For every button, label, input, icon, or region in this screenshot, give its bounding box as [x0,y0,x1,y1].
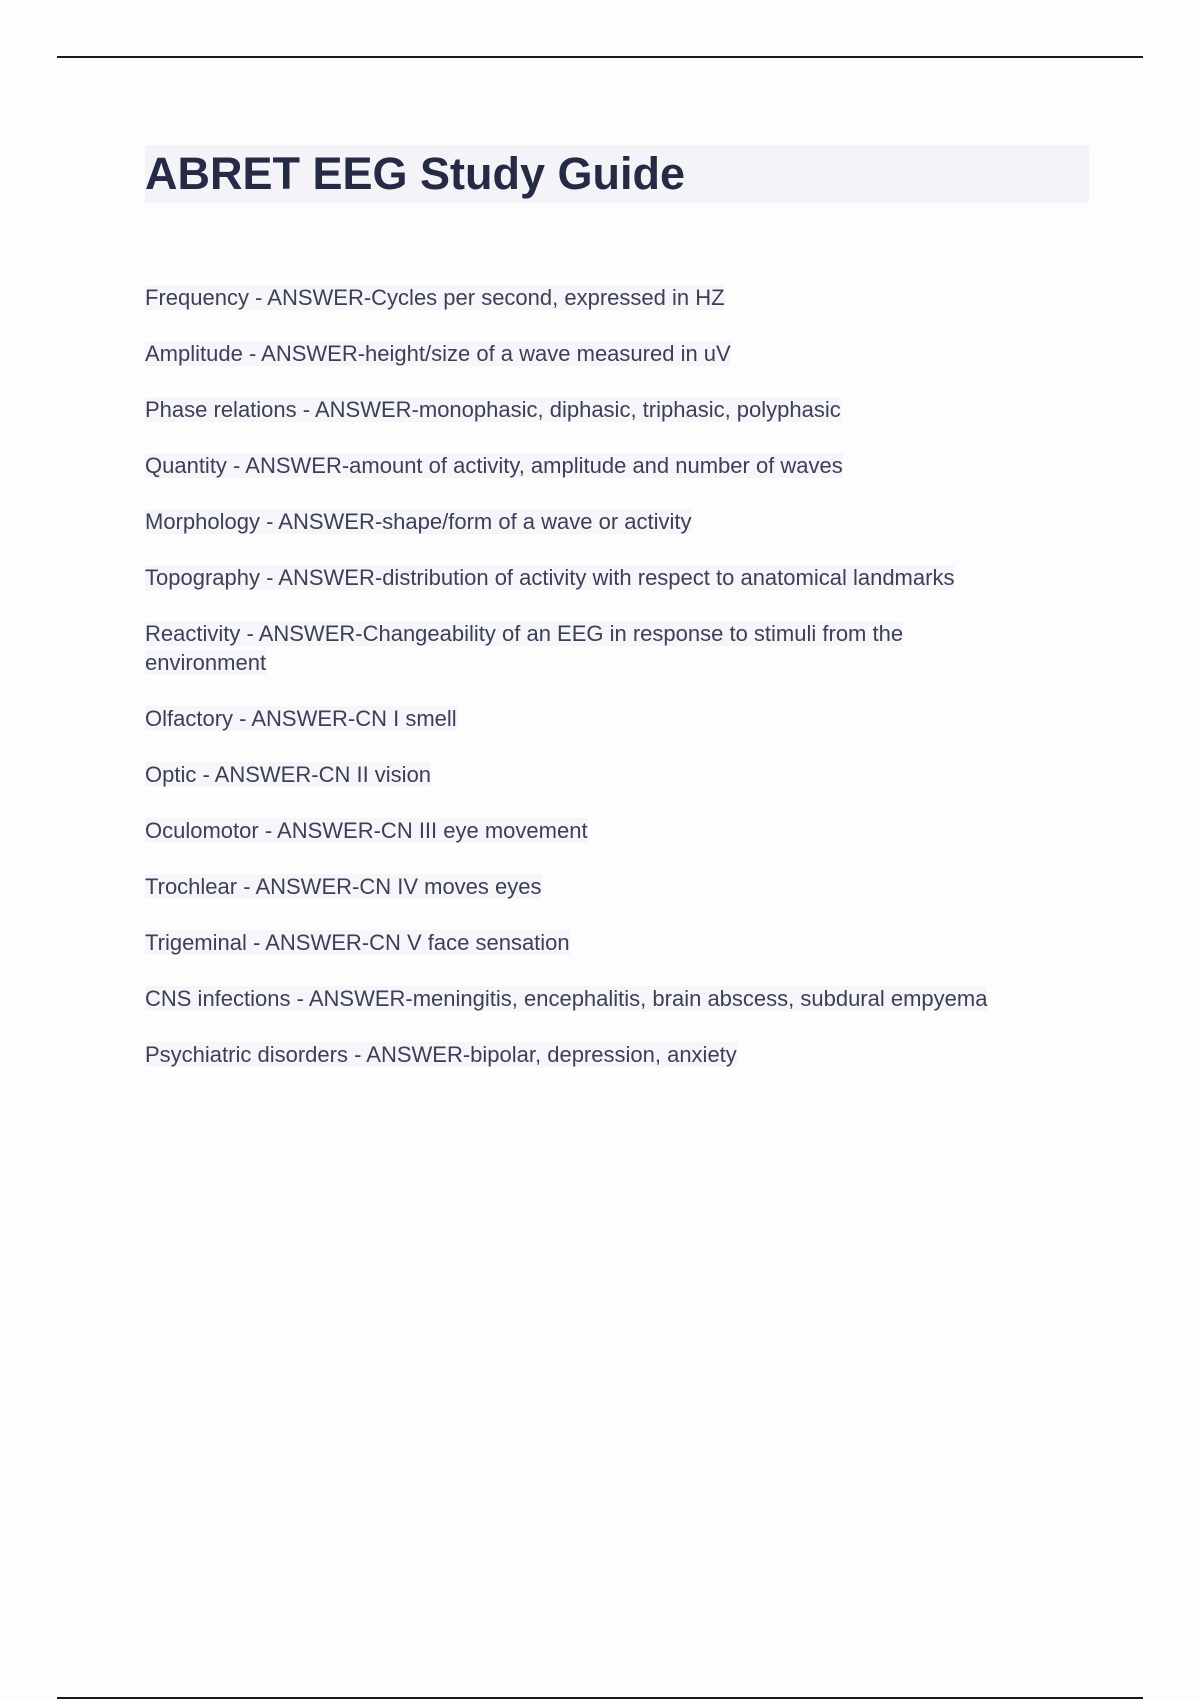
qa-item [145,339,995,368]
qa-list [145,283,1089,1069]
qa-item [145,816,995,845]
qa-item [145,619,995,677]
qa-text: Frequency - ANSWER-Cycles per second, expressed in HZ [145,285,725,310]
qa-item [145,563,1089,592]
document-title: ABRET EEG Study Guide [145,145,1089,203]
qa-text: CNS infections - ANSWER-meningitis, encephalitis, brain abscess, subdural empyema [145,986,988,1011]
qa-text: Optic - ANSWER-CN II vision [145,762,432,787]
qa-text: Trochlear - ANSWER-CN IV moves eyes [145,874,542,899]
qa-text: Quantity - ANSWER-amount of activity, amplitude and number of waves [145,453,843,478]
qa-item [145,704,995,733]
qa-item [145,928,995,957]
qa-item [145,984,1089,1013]
qa-item [145,507,995,536]
qa-text: Psychiatric disorders - ANSWER-bipolar, depression, anxiety [145,1042,737,1067]
qa-text: Oculomotor - ANSWER-CN III eye movement [145,818,588,843]
qa-item [145,395,995,424]
qa-text: Reactivity - ANSWER-Changeability of an EEG in response to stimuli from the environment [145,621,904,675]
qa-text: Trigeminal - ANSWER-CN V face sensation [145,930,570,955]
top-divider [57,56,1143,58]
document-body [145,145,1089,1096]
qa-text: Olfactory - ANSWER-CN I smell [145,706,457,731]
qa-item [145,760,995,789]
qa-text: Amplitude - ANSWER-height/size of a wave measured in uV [145,341,731,366]
qa-item [145,1040,995,1069]
bottom-divider [57,1697,1143,1699]
qa-text: Morphology - ANSWER-shape/form of a wave or activity [145,509,692,534]
qa-item [145,872,995,901]
qa-text: Phase relations - ANSWER-monophasic, diphasic, triphasic, polyphasic [145,397,841,422]
qa-item [145,451,995,480]
qa-item [145,283,995,312]
qa-text: Topography - ANSWER-distribution of activity with respect to anatomical landmarks [145,565,955,590]
